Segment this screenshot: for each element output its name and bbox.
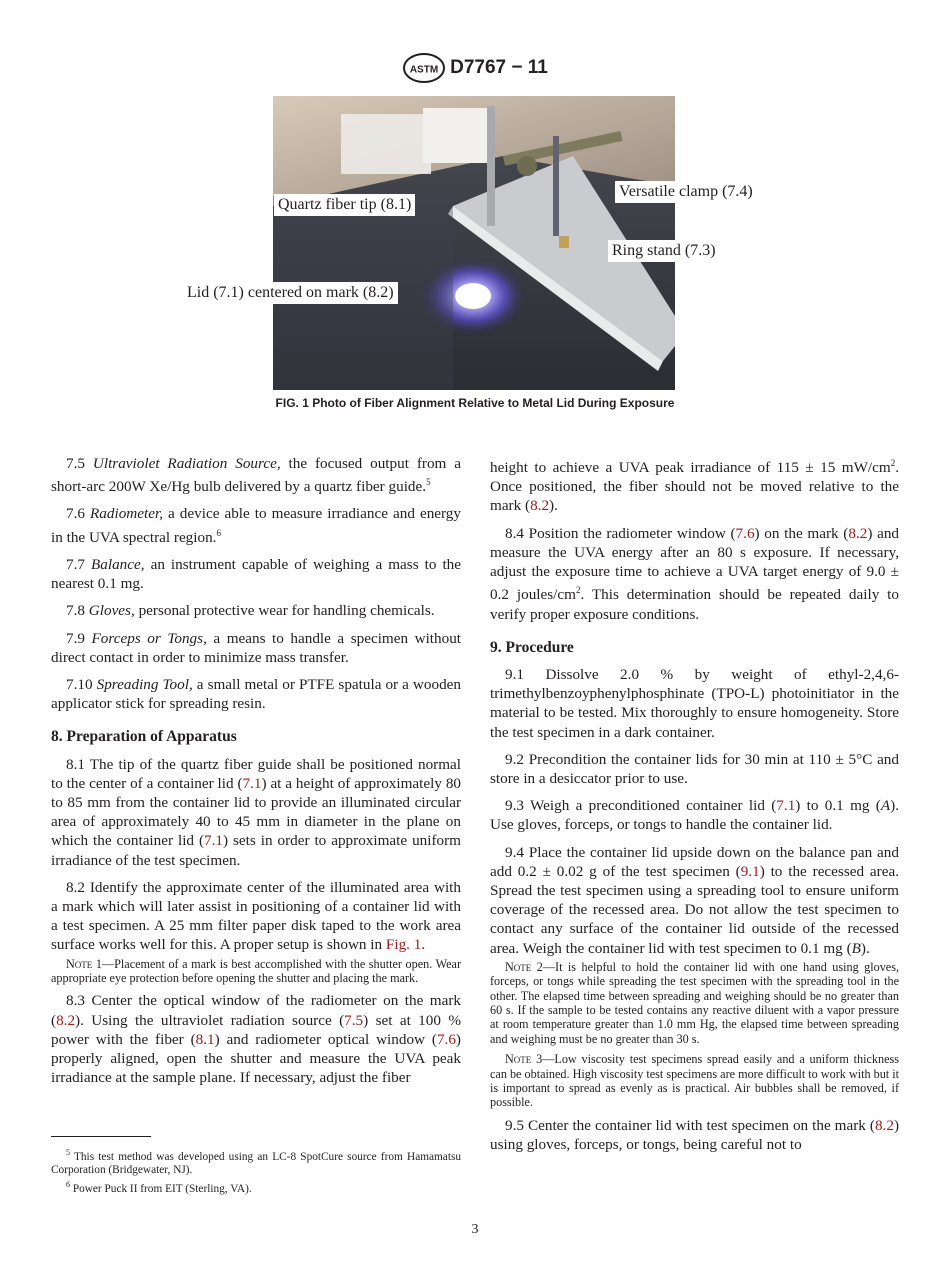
astm-logo-icon [402, 52, 446, 84]
paragraph-7-5: 7.5 Ultraviolet Radiation Source, the focused output from a short-arc 200W Xe/Hg bulb delivered by a quartz fiber guide.$^5$ [51, 455, 461, 496]
paragraph-8-3: 8.3 Center the optical window of the radiometer on the mark (8.2). Using the ultraviolet radiation source (7.5) set at 100 % power with the fiber (8.1) and radiometer optical window (7.6) properly aligned, open the shutter and measure the UVA peak irradiance at the sample plane. If necessary, adjust the fiber [51, 992, 461, 1087]
label-clamp: Versatile clamp (7.4) [615, 181, 757, 203]
figure-caption: FIG. 1 Photo of Fiber Alignment Relative to Metal Lid During Exposure [275, 396, 675, 410]
paragraph-9-1: 9.1 Dissolve 2.0 % by weight of ethyl-2,4,6-trimethylbenzoyphenylphosphinate (TPO-L) photoinitiator in the material to be tested. Mix thoroughly to ensure homogeneity. Store the test specimen in a dark container. [490, 665, 899, 741]
section-heading-9: 9. Procedure [490, 638, 574, 656]
left-column [51, 454, 461, 1095]
footnote-divider [51, 1136, 151, 1137]
paragraph-9-5: 9.5 Center the container lid with test specimen on the mark (8.2) using gloves, forceps, or tongs, being careful not to [490, 1116, 899, 1154]
label-ring-stand: Ring stand (7.3) [608, 240, 720, 262]
ref-fig-1[interactable]: Fig. 1 [385, 936, 422, 954]
ref-7-6[interactable]: 7.6 [735, 524, 755, 542]
ref-8-2[interactable]: 8.2 [56, 1011, 76, 1029]
ref-8-1[interactable]: 8.1 [195, 1030, 215, 1048]
paragraph-7-8: 7.8 Gloves, personal protective wear for handling chemicals. [66, 602, 435, 620]
paragraph-9-2: 9.2 Precondition the container lids for 30 min at 110 ± 5°C and store in a desiccator prior to use. [490, 750, 899, 787]
note-1: Note 1—Placement of a mark is best accomplished with the shutter open. Wear appropriate eye protection before opening the shutter and placing the mark. [51, 956, 461, 985]
ref-8-2[interactable]: 8.2 [530, 497, 550, 515]
footnote-5: $^5$ This test method was developed using an LC-8 SpotCure source from Hamamatsu Corporation (Bridgewater, NJ). [51, 1148, 461, 1177]
paragraph-7-7: 7.7 Balance, an instrument capable of weighing a mass to the nearest 0.1 mg. [51, 555, 462, 593]
ref-7-5[interactable]: 7.5 [344, 1011, 364, 1029]
footnotes [51, 1146, 461, 1196]
section-heading-8: 8. Preparation of Apparatus [51, 728, 237, 746]
page-header [0, 52, 950, 84]
note-3: Note 3—Low viscosity test specimens spread easily and a uniform thickness can be obtained. High viscosity test specimens are more difficult to work with but it is important to spread as evenly as is practical. Air bubbles shall be removed, if possible. [490, 1052, 899, 1110]
standard-designation: D7767 − 11 [450, 57, 548, 78]
ref-7-1[interactable]: 7.1 [204, 832, 224, 850]
page-number: 3 [471, 1222, 479, 1237]
paragraph-9-3: 9.3 Weigh a preconditioned container lid (7.1) to 0.1 mg (A). Use gloves, forceps, or tongs to handle the container lid. [490, 797, 899, 834]
ref-7-6[interactable]: 7.6 [436, 1030, 456, 1048]
ref-9-1[interactable]: 9.1 [740, 862, 760, 880]
paragraph-7-10: 7.10 Spreading Tool, a small metal or PTFE spatula or a wooden applicator stick for spreading resin. [51, 675, 461, 713]
paragraph-8-1: 8.1 The tip of the quartz fiber guide shall be positioned normal to the center of a container lid (7.1) at a height of approximately 80 to 85 mm from the container lid to provide an illuminated circular area of approximately 40 to 45 mm in diameter in the plane on which the container lid (7.1) sets in order to approximate uniform irradiance of the test specimen. [51, 755, 462, 869]
ref-7-1[interactable]: 7.1 [242, 774, 262, 792]
ref-8-2[interactable]: 8.2 [848, 524, 868, 542]
note-2: Note 2—It is helpful to hold the container lid with one hand using gloves, forceps, or tongs while spreading the test specimen with the spreading tool in the other. The elapsed time between spreading and weighing should be no greater than 60 s. If the sample to be tested contains any reactive diluent with a vapor pressure at room temperature greater than 1.0 mm Hg, the elapsed time between spreading and weighing must be no greater than 30 s. [490, 959, 899, 1046]
ref-8-2[interactable]: 8.2 [874, 1116, 894, 1134]
footnote-ref-6: 6 [216, 527, 221, 538]
paragraph-8-4: 8.4 Position the radiometer window (7.6) on the mark (8.2) and measure the UVA energy after an 80 s exposure. If necessary, adjust the exposure time to achieve a UVA target energy of 9.0 ± 0.2 joules/$cm^2$. This determination should be repeated daily to verify proper exposure conditions. [490, 524, 900, 623]
paragraph-8-3-continued: height to achieve a UVA peak irradiance of 115 ± 15 $mW/cm^2$. Once positioned, the fiber should not be moved relative to the mark (8.2). [490, 458, 899, 515]
ref-7-1[interactable]: 7.1 [776, 797, 796, 815]
paragraph-8-2: 8.2 Identify the approximate center of the illuminated area with a mark which will later assist in positioning of a container lid with a test specimen. A 25 mm filter paper disk taped to the work area surface works well for this. A proper setup is shown in Fig. 1. [51, 878, 461, 954]
right-column [490, 454, 899, 1162]
label-lid: Lid (7.1) centered on mark (8.2) [183, 282, 398, 304]
paragraph-9-4: 9.4 Place the container lid upside down on the balance pan and add 0.2 ± 0.02 g of the test specimen (9.1) to the recessed area. Spread the test specimen using a spreading tool to ensure uniform coverage of the recessed area. Do not allow the test specimen to contact any surface of the container lid outside of the recessed area. Weigh the container lid with test specimen to 0.1 mg (B). [490, 843, 899, 957]
footnote-ref-5: 5 [426, 477, 431, 488]
paragraph-7-9: 7.9 Forceps or Tongs, a means to handle a specimen without direct contact in order to minimize mass transfer. [51, 629, 462, 666]
paragraph-7-6: 7.6 Radiometer, a device able to measure irradiance and energy in the UVA spectral region.$^6$ [51, 505, 461, 546]
figure-photo [273, 96, 753, 390]
svg-text:ASTM: ASTM [409, 64, 439, 76]
label-fiber-tip: Quartz fiber tip (8.1) [274, 194, 415, 216]
footnote-6: $^6$ Power Puck II from EIT (Sterling, VA). [66, 1179, 252, 1195]
